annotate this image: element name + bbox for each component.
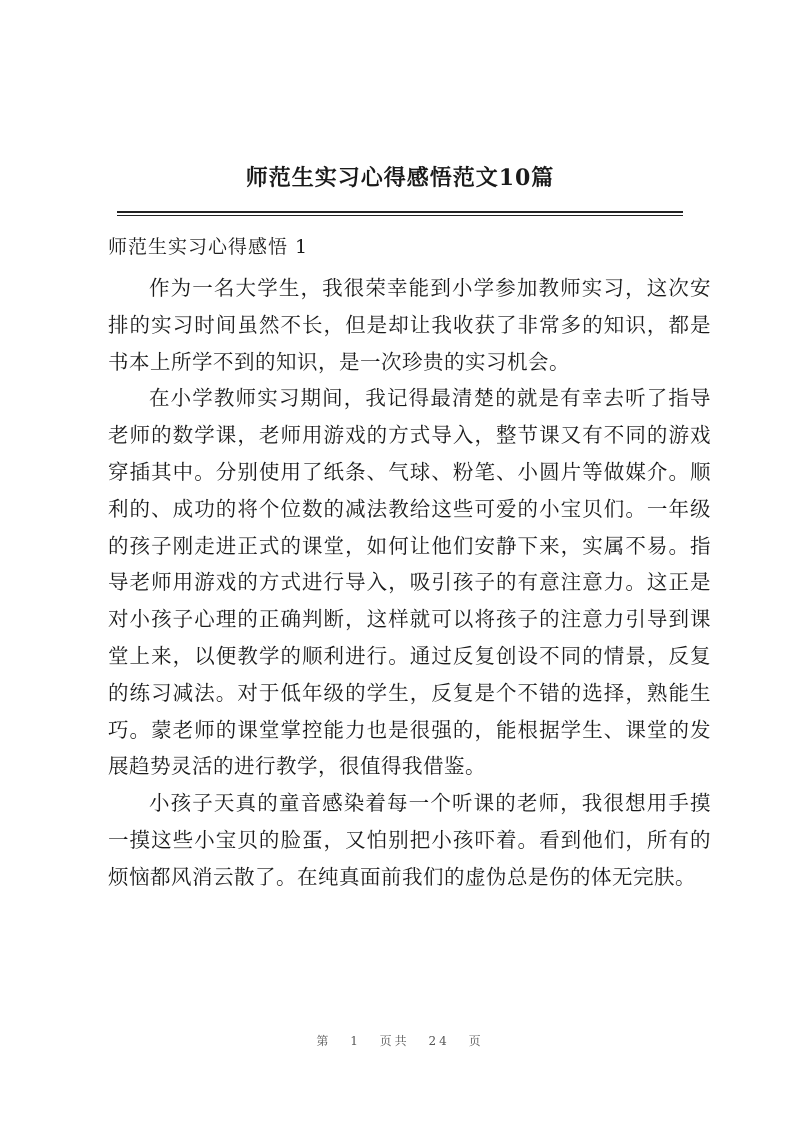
footer-middle: 页共 xyxy=(379,1034,410,1048)
footer-prefix: 第 xyxy=(316,1034,332,1048)
footer-current-page: 1 xyxy=(350,1034,361,1048)
document-title: 师范生实习心得感悟范文10篇 xyxy=(245,165,555,191)
footer-suffix: 页 xyxy=(468,1034,484,1048)
paragraph-2: 在小学教师实习期间，我记得最清楚的就是有幸去听了指导老师的数学课，老师用游戏的方式导入，整节课又有不同的游戏穿插其中。分别使用了纸条、气球、粉笔、小圆片等做媒介。顺利的、成功的将个位数的减法教给这些可爱的小宝贝们。一年级的孩子刚走进正式的课堂，如何让他们安静下来，实属不易。指导老师用游戏的方式进行导入，吸引孩子的有意注意力。这正是对小孩子心理的正确判断，这样就可以将孩子的注意力引导到课堂上来，以便教学的顺利进行。通过反复创设不同的情景，反复的练习减法。对于低年级的学生，反复是个不错的选择，熟能生巧。蒙老师的课堂掌控能力也是很强的，能根据学生、课堂的发展趋势灵活的进行教学，很值得我借鉴。 xyxy=(108,386,711,779)
paragraph-3: 小孩子天真的童音感染着每一个听课的老师，我很想用手摸一摸这些小宝贝的脸蛋，又怕别把小孩吓着。看到他们，所有的烦恼都风消云散了。在纯真面前我们的虚伪总是伤的体无完肤。 xyxy=(108,791,711,889)
section-heading: 师范生实习心得感悟 1 xyxy=(108,236,309,258)
title-divider xyxy=(117,211,683,216)
document-body xyxy=(108,232,711,896)
page-number-footer xyxy=(0,1032,800,1049)
paragraph-1: 作为一名大学生，我很荣幸能到小学参加教师实习，这次安排的实习时间虽然不长，但是却让我收获了非常多的知识，都是书本上所学不到的知识，是一次珍贵的实习机会。 xyxy=(108,276,711,374)
footer-total-pages: 24 xyxy=(428,1034,450,1048)
